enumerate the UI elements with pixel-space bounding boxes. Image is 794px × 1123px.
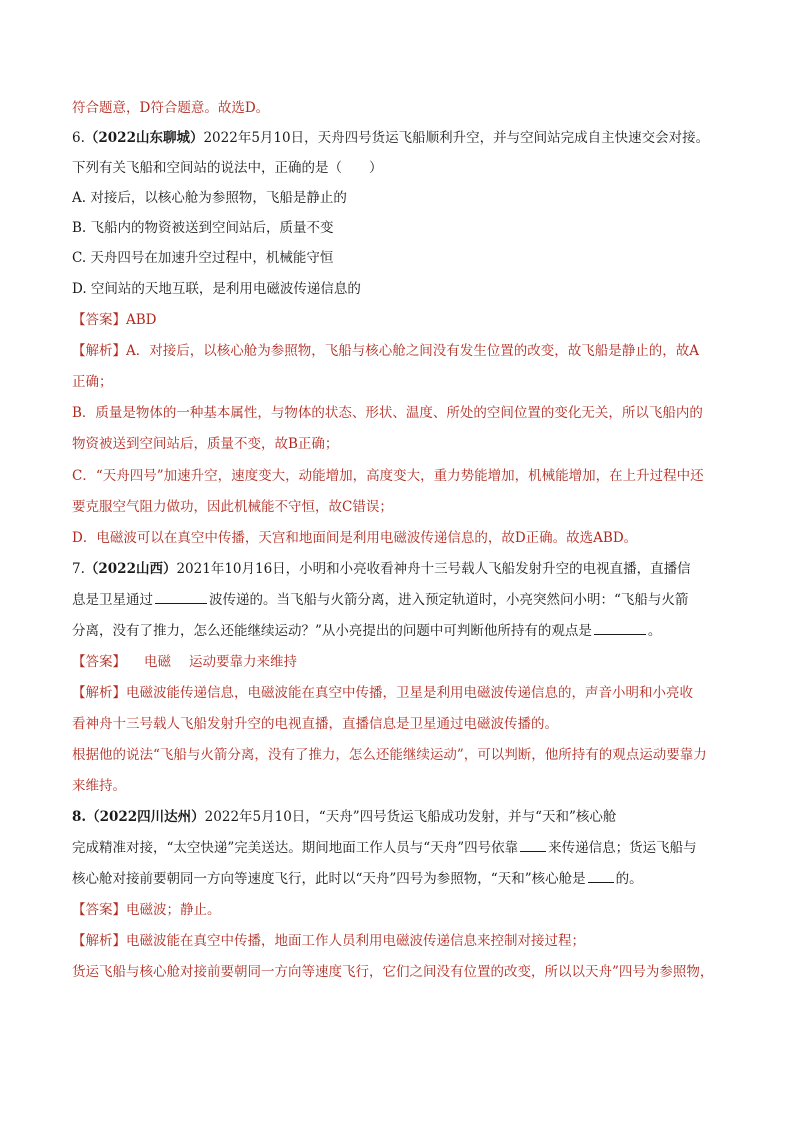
answer-label: 【答案】 (72, 312, 126, 328)
explanation-label: 【解析】 (72, 933, 126, 949)
q7-stem-line2 (72, 591, 688, 609)
q8-stem-line1 (72, 808, 616, 826)
answer-value-2: 运动要靠力来维持 (189, 654, 297, 670)
explanation-text: A．对接后，以核心舱为参照物，飞船与核心舱之间没有发生位置的改变，故飞船是静止的，故A (126, 343, 699, 359)
q6-explanation-line4: 物资被送到空间站后，质量不变，故B正确； (72, 436, 339, 452)
q8-source: （2022四川达州） (86, 809, 205, 825)
q8-text-part: 完成精准对接，“太空快递”完美送达。期间地面工作人员与“天舟”四号依靠 (72, 840, 519, 856)
q8-text-part: 核心舱对接前要朝同一方向等速度飞行，此时以“天舟”四号为参照物，“天和”核心舱是 (72, 871, 586, 887)
explanation-label: 【解析】 (72, 685, 126, 701)
q7-stem-line3 (72, 622, 661, 640)
q8-answer (72, 901, 221, 919)
q6-text: 2022年5月10日，天舟四号货运飞船顺利升空，并与空间站完成自主快速交会对接。 (203, 130, 710, 146)
q8-explanation-line1 (72, 932, 585, 950)
explanation-text: 电磁波能传递信息，电磁波能在真空中传播，卫星是利用电磁波传递信息的，声音小明和小亮收 (126, 685, 693, 701)
fill-blank (594, 622, 646, 635)
q7-text-part: 。 (647, 623, 662, 639)
answer-value: 电磁波；静止。 (126, 902, 221, 918)
answer-label: 【答案】 (72, 902, 126, 918)
q6-option-d: D. 空间站的天地互联，是利用电磁波传递信息的 (72, 281, 361, 297)
q7-answer (72, 653, 297, 671)
explanation-label: 【解析】 (72, 343, 126, 359)
q7-number: 7. (72, 561, 85, 577)
q8-stem-line2 (72, 839, 697, 857)
q6-stem-line1 (72, 129, 709, 147)
answer-value: ABD (126, 312, 157, 328)
prev-answer-tail: 符合题意，D符合题意。故选D。 (72, 100, 270, 116)
q7-text-part: 息是卫星通过 (72, 592, 153, 608)
answer-label: 【答案】 (72, 654, 126, 670)
q7-explanation-line2: 看神舟十三号载人飞船发射升空的电视直播，直播信息是卫星通过电磁波传播的。 (72, 716, 558, 732)
q8-text: 2022年5月10日，“天舟”四号货运飞船成功发射，并与“天和”核心舱 (204, 809, 617, 825)
q6-explanation-line7: D．电磁波可以在真空中传播，天宫和地面间是利用电磁波传递信息的，故D正确。故选ABD。 (72, 530, 638, 546)
q6-stem-line2: 下列有关飞船和空间站的说法中，正确的是（ ） (72, 160, 383, 176)
q6-number: 6. (72, 130, 85, 146)
q6-explanation-line6: 要克服空气阻力做功，因此机械能不守恒，故C错误； (72, 499, 393, 515)
q6-explanation-line3: B．质量是物体的一种基本属性，与物体的状态、形状、温度、所处的空间位置的变化无关，所以飞船内的 (72, 405, 703, 421)
q6-option-b: B. 飞船内的物资被送到空间站后，质量不变 (72, 220, 334, 236)
q7-explanation-line1 (72, 684, 693, 702)
answer-value-1: 电磁 (144, 654, 171, 670)
q8-text-part: 来传递信息；货运飞船与 (548, 840, 697, 856)
q7-text: 2021年10月16日，小明和小亮收看神舟十三号载人飞船发射升空的电视直播，直播信 (176, 561, 691, 577)
q6-explanation-line5: C．“天舟四号”加速升空，速度变大，动能增加，高度变大，重力势能增加，机械能增加，在上升过程中还 (72, 468, 704, 484)
q6-explanation-line1 (72, 342, 699, 360)
q8-explanation-line2: 货运飞船与核心舱对接前要朝同一方向等速度飞行，它们之间没有位置的改变，所以以天舟”四号为参照物， (72, 964, 714, 980)
q6-explanation-line2: 正确； (72, 374, 113, 390)
q7-explanation-line4: 来维持。 (72, 778, 126, 794)
q7-stem-line1 (72, 560, 691, 578)
explanation-text: 电磁波能在真空中传播，地面工作人员利用电磁波传递信息来控制对接过程； (126, 933, 585, 949)
q8-text-part: 的。 (615, 871, 643, 887)
q6-option-a: A. 对接后，以核心舱为参照物，飞船是静止的 (72, 190, 347, 206)
q6-answer (72, 311, 157, 329)
q8-stem-line3 (72, 870, 643, 888)
fill-blank (588, 870, 614, 883)
q7-text-part: 分离，没有了推力，怎么还能继续运动？”从小亮提出的问题中可判断他所持有的观点是 (72, 623, 592, 639)
q6-option-c: C. 天舟四号在加速升空过程中，机械能守恒 (72, 250, 334, 266)
q8-number: 8. (72, 809, 87, 825)
q7-explanation-line3: 根据他的说法“飞船与火箭分离，没有了推力，怎么还能继续运动”，可以判断，他所持有的观点运动要靠力 (72, 747, 707, 763)
q7-text-part: 波传递的。当飞船与火箭分离，进入预定轨道时，小亮突然问小明：“飞船与火箭 (209, 592, 689, 608)
fill-blank (520, 839, 546, 852)
q7-source: （2022山西） (84, 561, 177, 577)
fill-blank (155, 591, 207, 604)
q6-source: （2022山东聊城） (84, 130, 204, 146)
